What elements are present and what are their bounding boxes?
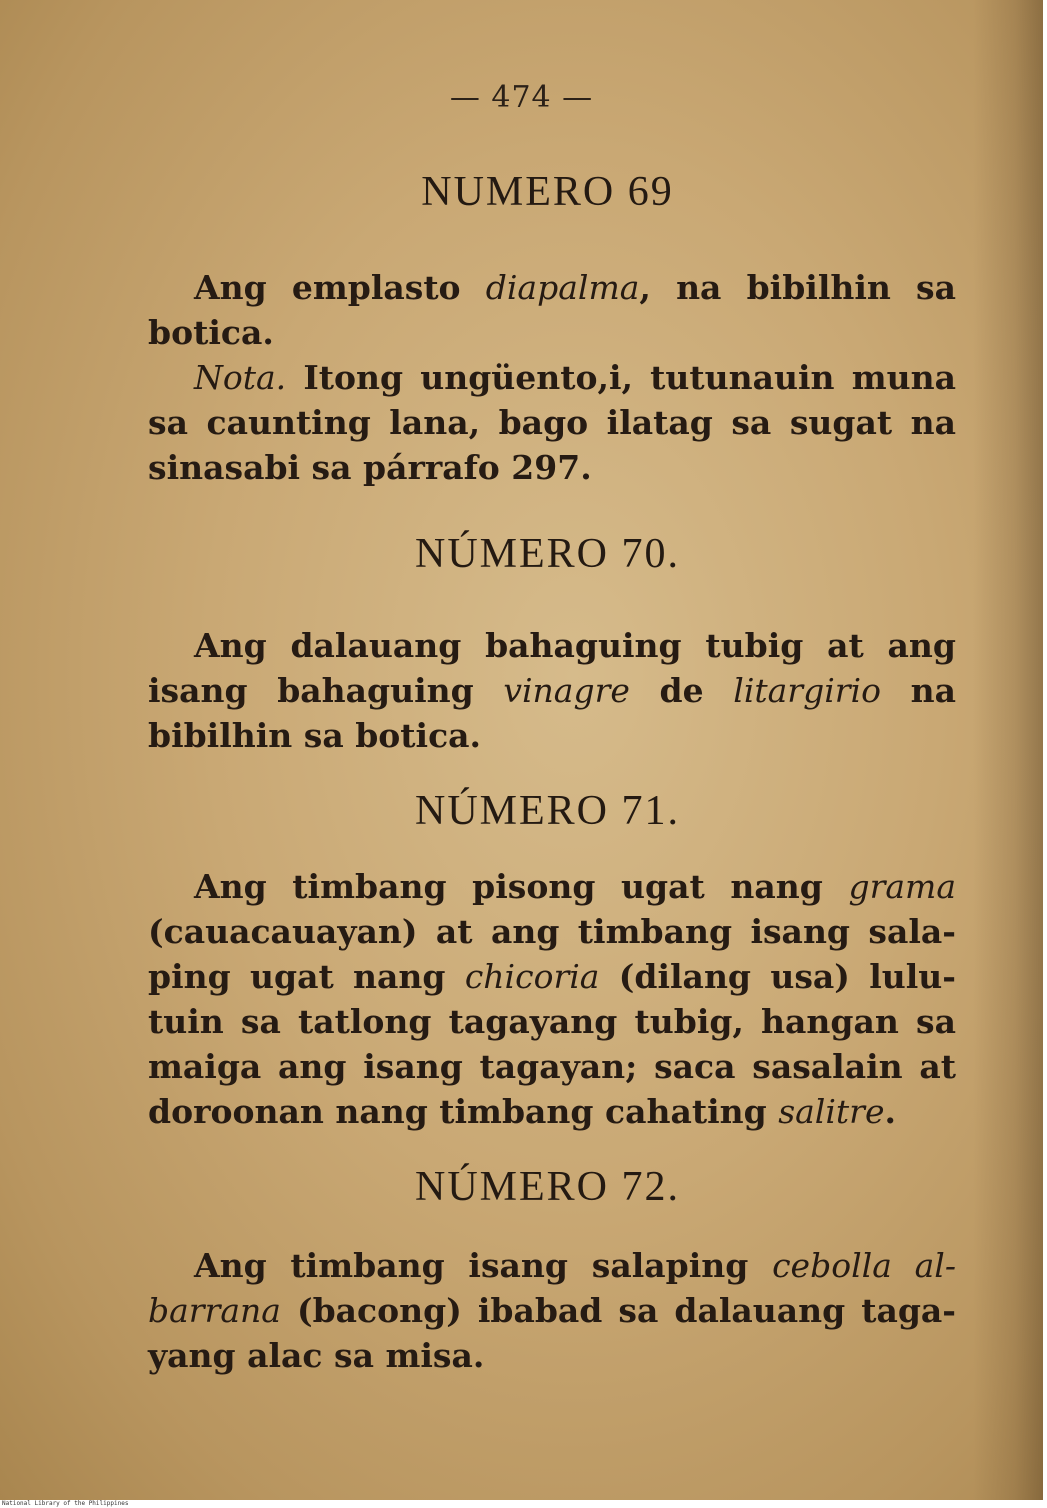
page-number: — 474 — <box>449 80 594 115</box>
paragraph-71 <box>148 864 956 1134</box>
section-heading-72: NÚMERO 72. <box>414 1164 680 1210</box>
text-line: isang bahaguing vinagre de litargirio na <box>148 671 956 710</box>
section-heading-71: NÚMERO 71. <box>414 788 680 834</box>
text-line: maiga ang isang tagayan; saca sasalain at <box>148 1047 956 1086</box>
paragraph-69-nota <box>148 355 956 490</box>
text-line: Nota. Itong ungüento,i, tutunauin muna <box>194 358 956 397</box>
text-line: yang alac sa misa. <box>148 1336 485 1375</box>
text-line: sinasabi sa párrafo 297. <box>148 448 592 487</box>
paragraph-72 <box>148 1243 956 1378</box>
text-line: Ang emplasto diapalma, na bibilhin sa <box>194 268 956 307</box>
text-line: barrana (bacong) ibabad sa dalauang taga- <box>148 1291 956 1330</box>
library-credit: National Library of the Philippines <box>2 1500 129 1507</box>
text-line: doroonan nang timbang cahating salitre. <box>148 1092 896 1131</box>
paragraph-69-recipe <box>148 265 956 355</box>
text-line: sa caunting lana, bago ilatag sa sugat na <box>148 403 956 442</box>
text-line: Ang timbang pisong ugat nang grama <box>194 867 956 906</box>
text-line: (cauacauayan) at ang timbang isang sala- <box>148 912 956 951</box>
text-line: botica. <box>148 313 274 352</box>
text-line: ping ugat nang chicoria (dilang usa) lulu- <box>148 957 956 996</box>
text-line: Ang timbang isang salaping cebolla al- <box>194 1246 957 1285</box>
text-line: bibilhin sa botica. <box>148 716 482 755</box>
paragraph-70 <box>148 623 956 758</box>
text-line: tuin sa tatlong tagayang tubig, hangan sa <box>148 1002 956 1041</box>
section-heading-69: NUMERO 69 <box>421 169 674 215</box>
text-line: Ang dalauang bahaguing tubig at ang <box>194 626 956 665</box>
section-heading-70: NÚMERO 70. <box>414 531 680 577</box>
